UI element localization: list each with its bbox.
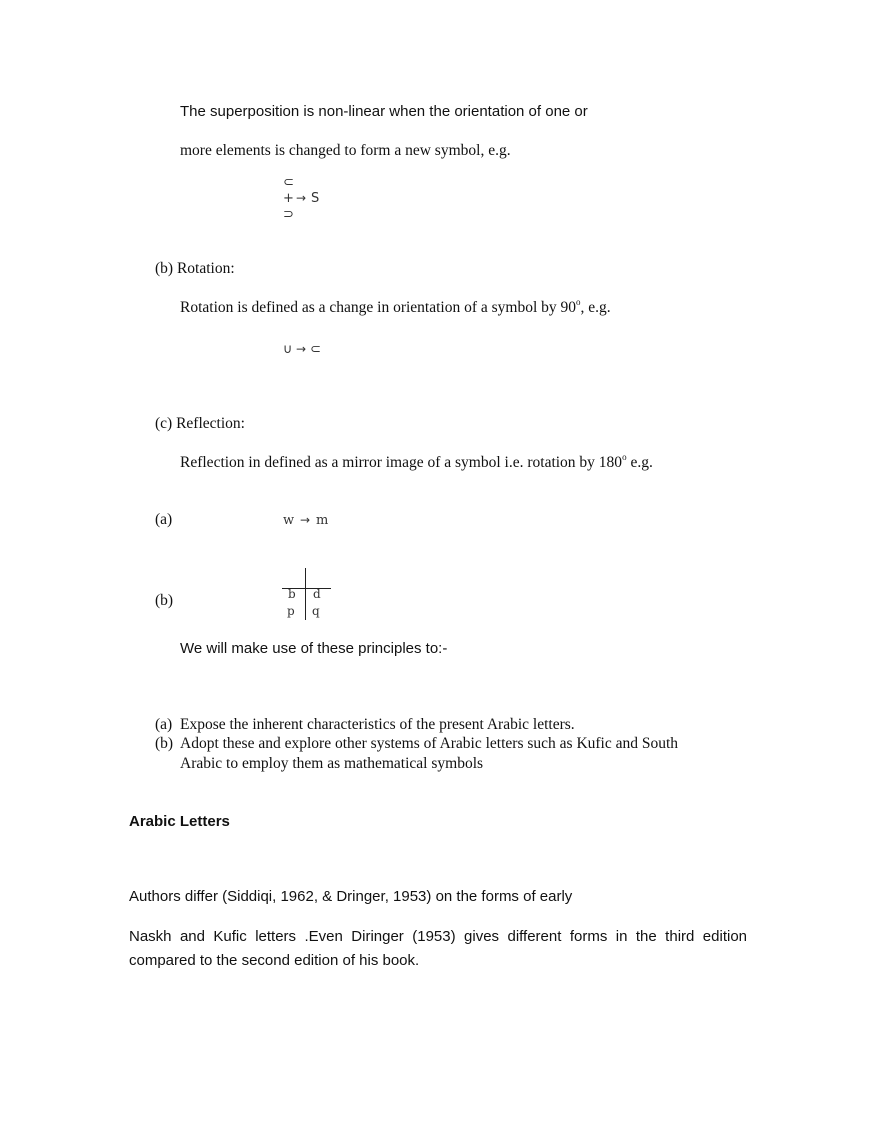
example-b-label: (b) xyxy=(155,592,174,609)
list-item-marker: (b) xyxy=(155,735,174,752)
degree-superscript: o xyxy=(622,452,627,462)
rotation-definition: Rotation is defined as a change in orientation of a symbol by 90$^o$, e.g. xyxy=(180,297,611,316)
cup-symbol: ∪ xyxy=(283,342,293,357)
rotation-heading: (b) Rotation: xyxy=(155,260,235,277)
superposition-line-2: more elements is changed to form a new symbol, e.g. xyxy=(180,142,511,159)
superset-symbol: ⊃ xyxy=(283,207,294,222)
p-letter: p xyxy=(287,604,295,618)
subset-symbol: ⊂ xyxy=(283,175,294,190)
plus-symbol: + xyxy=(283,191,294,206)
reflection-heading: (c) Reflection: xyxy=(155,415,245,432)
m-letter: m xyxy=(316,513,329,528)
list-item-marker: (a) xyxy=(155,716,173,733)
list-item: Adopt these and explore other systems of Arabic letters such as Kufic and South xyxy=(180,735,679,752)
section-heading: Arabic Letters xyxy=(129,813,230,830)
arrow-icon: → xyxy=(296,342,307,356)
b-letter: b xyxy=(288,587,296,601)
final-paragraph-line-1: Authors differ (Siddiqi, 1962, & Dringer, 1953) on the forms of early xyxy=(129,888,573,905)
result-symbol: S xyxy=(311,191,320,206)
principles-intro: We will make use of these principles to:- xyxy=(180,640,448,657)
d-letter: d xyxy=(313,587,321,601)
vertical-axis-line xyxy=(305,568,306,620)
reflection-definition: Reflection in defined as a mirror image of a symbol i.e. rotation by 180$^o$ e.g. xyxy=(180,452,653,471)
w-letter: w xyxy=(283,513,295,528)
arrow-icon: → xyxy=(296,191,307,205)
list-item: Expose the inherent characteristics of the present Arabic letters. xyxy=(180,716,575,733)
superposition-line-1: The superposition is non-linear when the orientation of one or xyxy=(180,103,588,120)
subset-symbol: ⊂ xyxy=(310,342,321,357)
arrow-icon: → xyxy=(300,513,311,527)
q-letter: q xyxy=(312,604,320,618)
final-paragraph-body: Naskh and Kufic letters .Even Diringer (1953) gives different forms in the third edition compared to the second edition of his book. xyxy=(129,928,747,969)
list-item-continuation: Arabic to employ them as mathematical symbols xyxy=(180,755,484,772)
example-a-label: (a) xyxy=(155,511,173,528)
degree-superscript: o xyxy=(576,297,581,307)
